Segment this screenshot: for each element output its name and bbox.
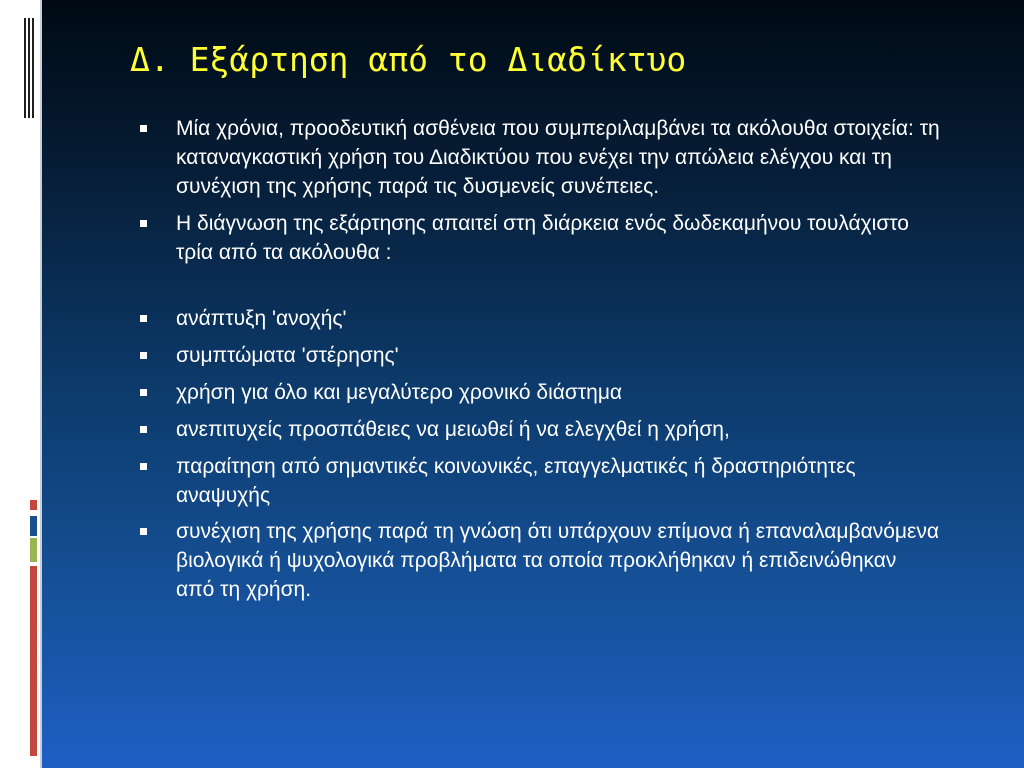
hatch-decoration — [24, 18, 36, 118]
list-item — [140, 415, 940, 444]
square-bullet-icon — [140, 389, 147, 396]
list-item — [140, 517, 940, 604]
accent-block-red-long — [30, 566, 37, 756]
list-item-text: Η διάγνωση της εξάρτησης απαιτεί στη διάρκεια ενός δωδεκαμήνου τουλάχιστο τρία από τα ακόλουθα : — [176, 212, 909, 264]
square-bullet-icon — [140, 315, 147, 322]
list-item-text: συνέχιση της χρήσης παρά τη γνώση ότι υπάρχουν επίμονα ή επαναλαμβανόμενα βιολογικά ή ψυχολογικά προβλήματα τα οποία προκλήθηκαν ή επιδεινώθηκαν από τη χρήση. — [176, 520, 940, 601]
list-item — [140, 209, 940, 267]
square-bullet-icon — [140, 426, 147, 433]
square-bullet-icon — [140, 528, 147, 535]
list-item-text: χρήση για όλο και μεγαλύτερο χρονικό διάστημα — [176, 381, 623, 404]
square-bullet-icon — [140, 220, 147, 227]
square-bullet-icon — [140, 352, 147, 359]
accent-block-blue — [30, 516, 37, 536]
list-item — [140, 452, 940, 510]
square-bullet-icon — [140, 463, 147, 470]
list-item-text: παραίτηση από σημαντικές κοινωνικές, επαγγελματικές ή δραστηριότητες αναψυχής — [176, 455, 856, 507]
list-item-text: συμπτώματα 'στέρησης' — [176, 344, 399, 367]
list-item — [140, 341, 940, 370]
list-item-text: ανεπιτυχείς προσπάθειες να μειωθεί ή να ελεγχθεί η χρήση, — [176, 418, 730, 441]
slide-title: Δ. Εξάρτηση από το Διαδίκτυο — [130, 40, 687, 79]
accent-block-green — [30, 538, 37, 562]
bullet-list — [140, 114, 940, 604]
list-item — [140, 378, 940, 407]
list-item — [140, 114, 940, 201]
list-item — [140, 304, 940, 333]
left-bar-divider — [40, 0, 42, 768]
list-item-text: ανάπτυξη 'ανοχής' — [176, 307, 347, 330]
list-item-text: Μία χρόνια, προοδευτική ασθένεια που συμπεριλαμβάνει τα ακόλουθα στοιχεία: τη καταναγκαστική χρήση του Διαδικτύου που ενέχει την απώλεια ελέγχου και τη συνέχιση της χρήσης παρά τις δυσμενείς συνέπειες. — [176, 117, 940, 198]
square-bullet-icon — [140, 125, 147, 132]
accent-block-red-small — [30, 500, 37, 510]
